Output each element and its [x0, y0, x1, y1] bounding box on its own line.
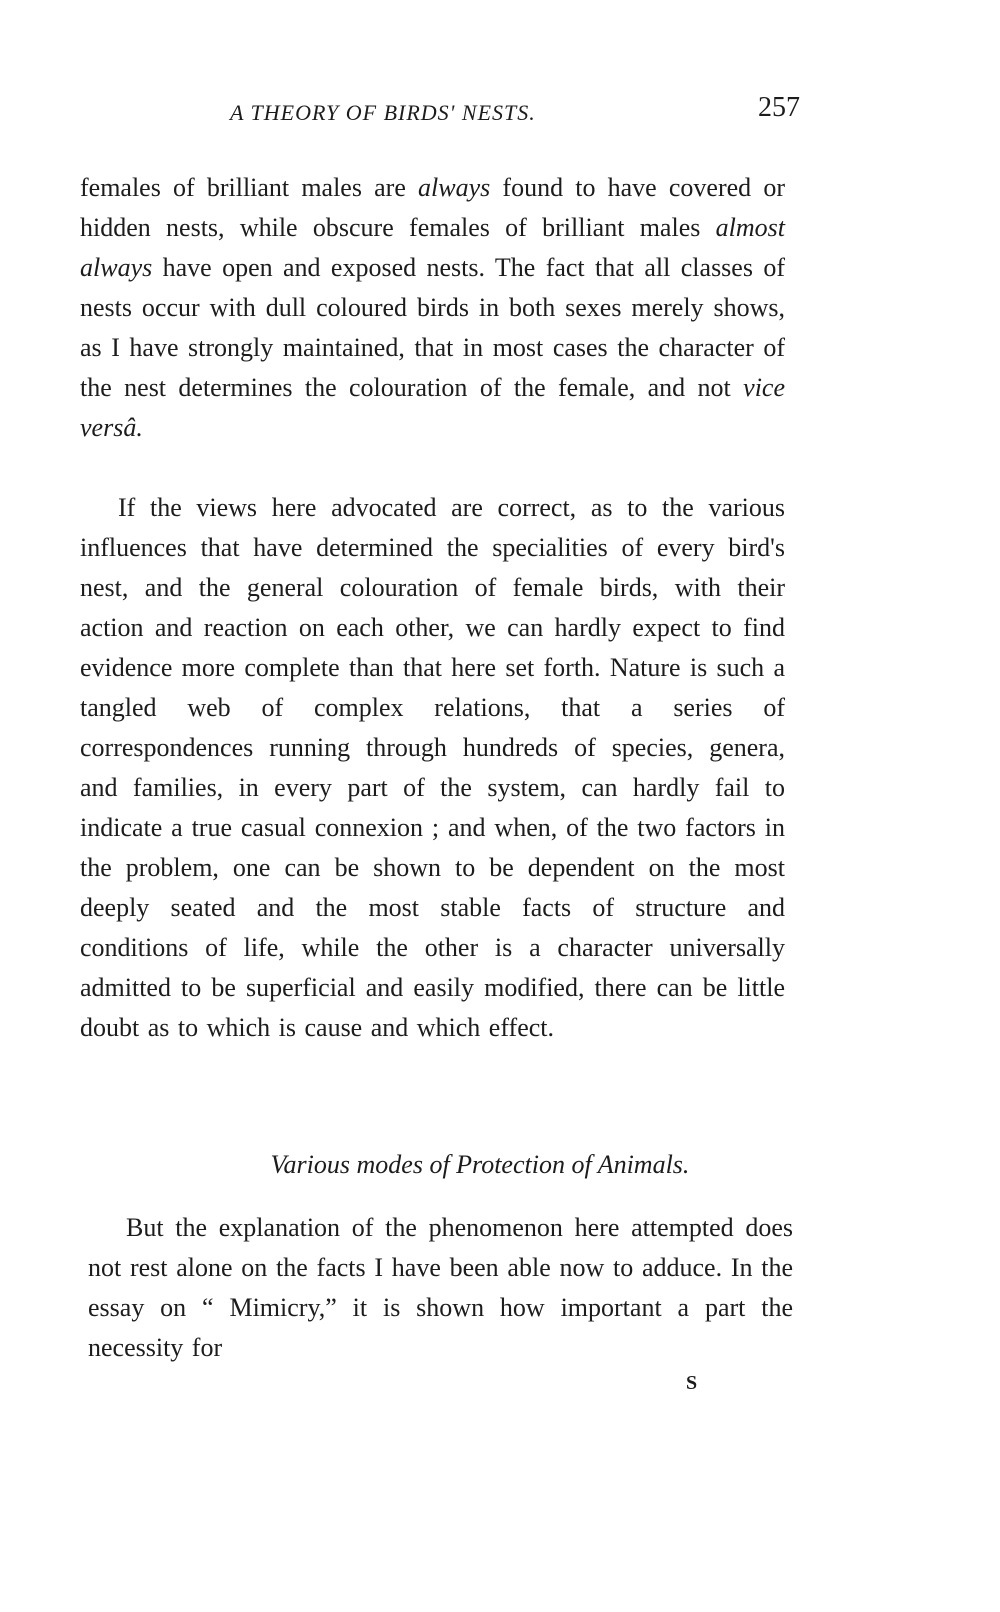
- p1-seg-3: almost always: [80, 213, 785, 282]
- p1-seg-0: females of brilliant males are: [80, 173, 419, 202]
- paragraph-3-text: But the explanation of the phenomenon here attempted does not rest alone on the facts I have been able now to adduce. In the essay on “ Mimicry,” it is shown how important a part the necessity for: [88, 1213, 793, 1362]
- paragraph-1: [80, 168, 785, 448]
- p1-seg-1: always: [418, 173, 491, 202]
- p1-seg-2: found to have covered or hidden nests, while obscure females of brilliant males: [80, 173, 785, 242]
- page-number: 257: [758, 92, 800, 123]
- paragraph-2: [80, 488, 785, 1048]
- p1-seg-4: have open and exposed nests. The fact that all classes of nests occur with dull coloured birds in both sexes merely shows, as I have strongly maintained, that in most cases the character of the nest determines the colouration of the female, and not: [80, 253, 785, 402]
- running-head: A THEORY OF BIRDS' NESTS.: [230, 100, 536, 125]
- signature-mark: S: [686, 1372, 698, 1394]
- paragraph-3: [88, 1208, 793, 1368]
- section-heading: Various modes of Protection of Animals.: [270, 1150, 690, 1179]
- paragraph-1-text: [80, 168, 785, 448]
- paragraph-2-text: If the views here advocated are correct, as to the various influences that have determined the specialities of every bird's nest, and the general colouration of female birds, with their action and reaction on each other, we can hardly expect to find evidence more complete than that here set forth. Nature is such a tangled web of complex relations, that a series of correspondences running through hundreds of species, genera, and families, in every part of the system, can hardly fail to indicate a true casual connexion ; and when, of the two factors in the problem, one can be shown to be dependent on the most deeply seated and the most stable facts of structure and conditions of life, while the other is a character universally admitted to be superficial and easily modified, there can be little doubt as to which is cause and which effect.: [80, 493, 785, 1042]
- p1-seg-5: vice versâ.: [80, 373, 785, 442]
